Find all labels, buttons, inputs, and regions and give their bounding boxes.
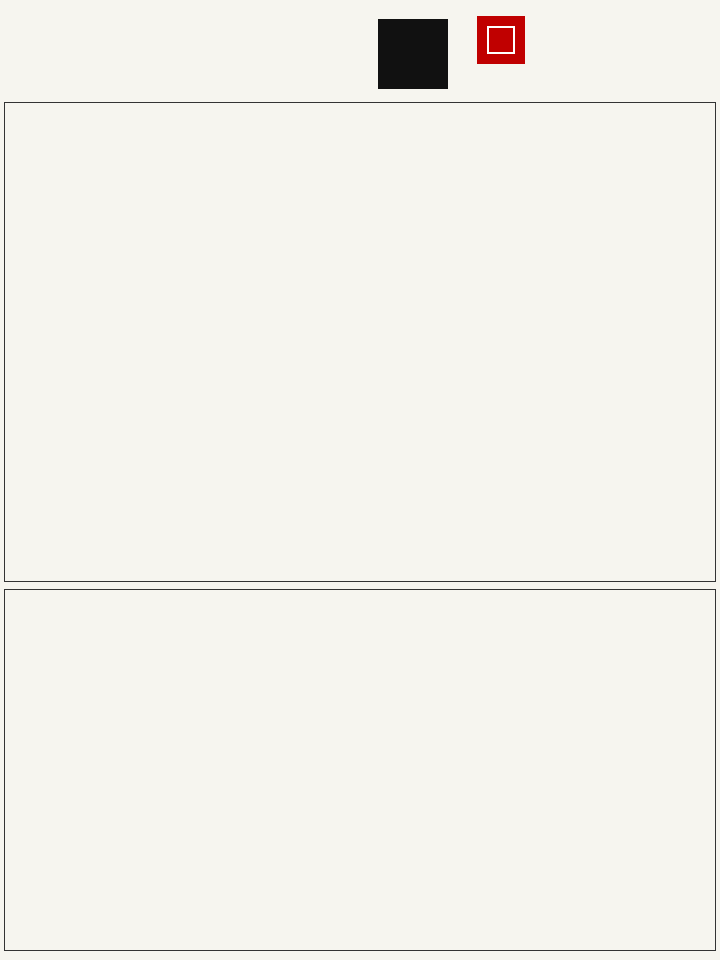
four-pillars-chart [4,102,716,582]
qr-code-icon[interactable] [378,19,448,89]
seal-logo-icon [477,16,525,64]
year-luck-table [4,589,716,951]
